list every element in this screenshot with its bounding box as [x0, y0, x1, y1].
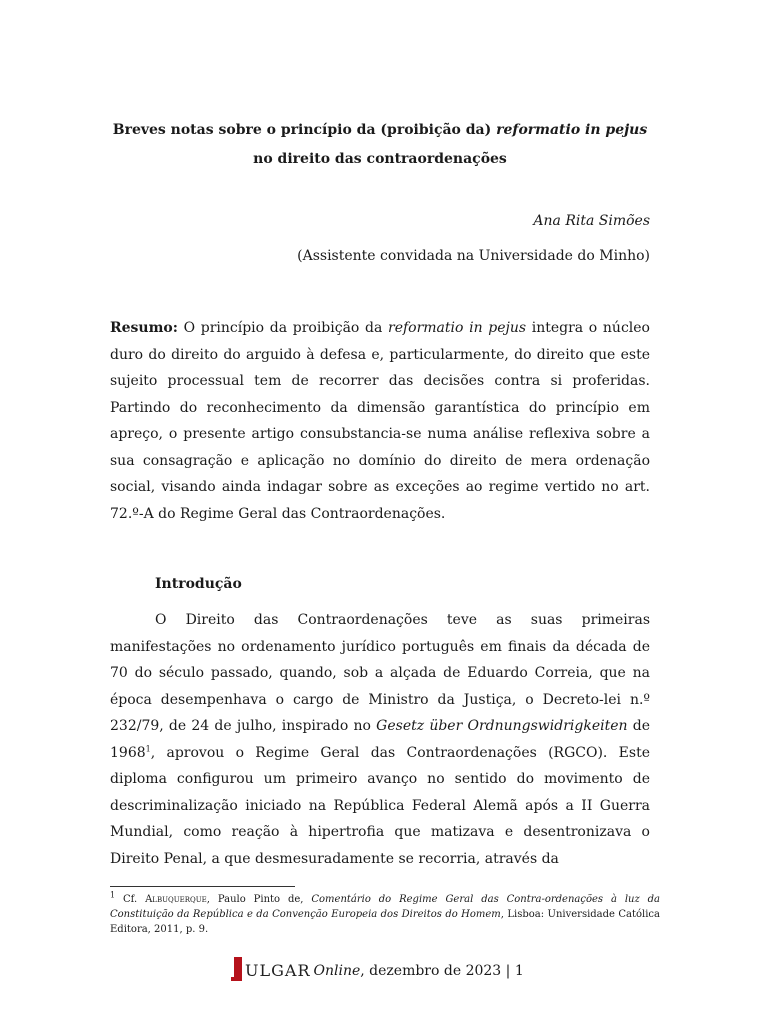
abstract-label: Resumo:	[110, 320, 178, 336]
author-name: Ana Rita Simões	[533, 213, 650, 229]
footnote-divider	[110, 886, 295, 887]
footnote-prefix: Cf.	[115, 894, 146, 905]
intro-text: O Direito das Contraordenações teve as suas primeiras manifestações no ordenamento jurídico português em finais da década de 70 do século passado, quando, sob a alçada de Eduardo Correia, que na época desempenhava o cargo de Ministro da Justiça, o Decreto-lei n.º 232/79, de 24 de julho, inspirado no	[110, 612, 650, 734]
abstract-text-cont: integra o núcleo duro do direito do arguido à defesa e, particularmente, do direito que este sujeito processual tem de recorrer das decisões contra si proferidas. Partindo do reconhecimento da dimensão garantística do princípio em apreço, o presente artigo consubstancia-se numa análise reflexiva sobre a sua consagração e aplicação no domínio do direito de mera ordenação social, visando ainda indagar sobre as exceções ao regime vertido no art. 72.º-A do Regime Geral das Contraordenações.	[110, 320, 650, 522]
footnote-text: , Paulo Pinto de,	[206, 894, 312, 905]
section-heading: Introdução	[155, 576, 242, 592]
footnote-italic: Comentário do Regime Geral das Contra-ordenações à luz da Constituição da República e da Convenção Europeia dos Direitos do Homem	[110, 894, 660, 920]
intro-paragraph	[110, 607, 650, 872]
abstract-italic: reformatio in pejus	[388, 320, 527, 336]
abstract-text: O princípio da proibição da	[177, 320, 388, 336]
intro-text-3: , aprovou o Regime Geral das Contraordenações (RGCO). Este diploma configurou um primeiro avanço no sentido do movimento de descriminalização iniciado na República Federal Alemã após a II Guerra Mundial, como reação à hipertrofia que matizava e desentronizava o Direito Penal, a que desmesuradamente se recorria, através da	[110, 744, 650, 867]
footnote-author: Albuquerque	[145, 894, 207, 905]
footnote-reference[interactable]: 1	[145, 743, 151, 753]
title-text-end: no direito das contraordenações	[253, 151, 507, 167]
footnote	[110, 892, 660, 937]
intro-italic: Gesetz über Ordnungswidrigkeiten	[376, 718, 628, 734]
footnote-mark: 1	[110, 890, 116, 900]
document-title	[110, 116, 650, 174]
footer-date-page: , dezembro de 2023 | 1	[360, 963, 524, 979]
footnote-text-end: , Lisboa: Universidade Católica Editora, 2011, p. 9.	[110, 909, 660, 935]
julgar-logo-text: ULGAR	[245, 961, 311, 980]
footer-info	[314, 961, 524, 981]
footer-online: Online	[313, 963, 361, 979]
author-affiliation: (Assistente convidada na Universidade do Minho)	[297, 248, 650, 264]
page-footer	[234, 955, 524, 981]
intro-text-2: de 1968	[110, 718, 650, 761]
title-text: Breves notas sobre o princípio da (proibição da)	[112, 122, 497, 138]
abstract	[110, 315, 650, 527]
title-italic: reformatio in pejus	[496, 122, 648, 138]
julgar-logo-icon	[234, 957, 242, 981]
